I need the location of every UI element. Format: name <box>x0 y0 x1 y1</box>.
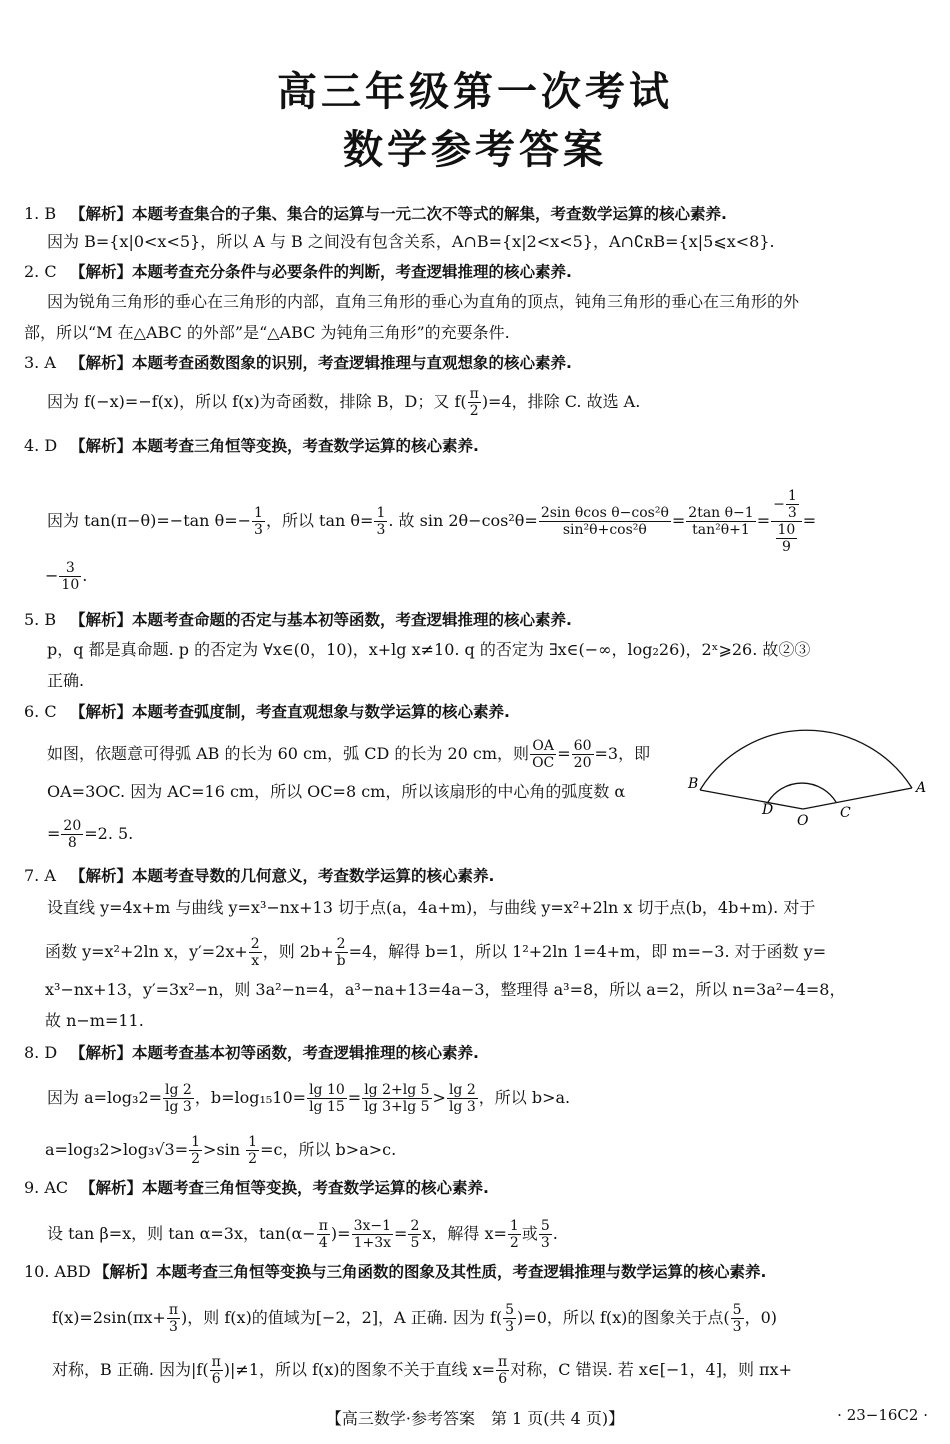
q6-frac-1 <box>530 738 556 771</box>
q10-text-2c: 对称，C 错误. 若 x∈[−1，4]，则 πx+ <box>510 1360 792 1379</box>
q8-header <box>24 1043 479 1063</box>
q3-heading: 【解析】本题考查函数图象的识别，考查逻辑推理与直观想象的核心素养. <box>70 354 572 372</box>
q7-frac-1-num: 2 <box>250 936 260 952</box>
radius-oa <box>803 788 912 809</box>
q4-frac-2-den: 3 <box>376 522 386 538</box>
q6-frac-3-num: 20 <box>63 818 82 834</box>
q8-gt: > <box>432 1088 446 1107</box>
q6-body-1: 如图，依题意可得弧 AB 的长为 60 cm，弧 CD 的长为 20 cm，则 $\frac{OA}{OC}$ = $\frac{60}{20}$ =3，即 <box>47 738 651 771</box>
q4-result <box>45 560 87 593</box>
q4-text-3: . 故 sin 2θ−cos²θ= <box>388 511 538 530</box>
q6-text-1a: 如图，依题意可得弧 AB 的长为 60 cm，弧 CD 的长为 20 cm，则 <box>47 744 530 763</box>
q10-body-1 <box>52 1302 777 1335</box>
q8-frac-6-den: 2 <box>248 1151 258 1167</box>
q8-text-2a: a=log₃2>log₃√3= <box>45 1140 189 1159</box>
q2-heading: 【解析】本题考查充分条件与必要条件的判断，考查逻辑推理的核心素养. <box>70 263 572 281</box>
q1-number: 1. B <box>24 204 57 223</box>
sector-diagram <box>680 700 930 830</box>
q4-eq-1: = <box>671 511 686 530</box>
q4-header <box>24 436 479 456</box>
q6-heading: 【解析】本题考查弧度制，考查直观想象与数学运算的核心素养. <box>70 703 510 721</box>
q7-body-3: x³−nx+13，y′=3x²−n，则 3a²−n=4，a³−na+13=4a−3，整理得 a³=8，所以 a=2，所以 n=3a²−4=8， <box>45 980 846 999</box>
q10-frac-5-num: π <box>498 1354 508 1370</box>
q1-heading: 【解析】本题考查集合的子集、集合的运算与一元二次不等式的解集，考查数学运算的核心素养. <box>70 205 727 223</box>
q4-frac-1-den: 3 <box>254 522 263 538</box>
q5-heading: 【解析】本题考查命题的否定与基本初等函数，考查逻辑推理的核心素养. <box>70 611 572 629</box>
q3-fraction <box>468 386 481 419</box>
q7-heading: 【解析】本题考查导数的几何意义，考查数学运算的核心素养. <box>70 867 495 885</box>
q6-frac-1-num: OA <box>530 738 556 755</box>
q4-frac-5-inner-den-d: 9 <box>781 539 791 555</box>
q8-number: 8. D <box>24 1043 58 1062</box>
q9-frac-5-den: 3 <box>540 1235 550 1251</box>
q4-frac-2-num: 1 <box>376 505 386 521</box>
q8-text-1b: ，b=log₁₅10= <box>194 1088 307 1107</box>
q9-frac-1-den: 4 <box>318 1235 328 1251</box>
q10-number: 10. ABD <box>24 1262 91 1281</box>
arc-ab <box>700 730 912 790</box>
q10-frac-3 <box>731 1302 744 1335</box>
label-b: B <box>688 776 699 792</box>
q9-number: 9. AC <box>24 1178 69 1197</box>
q4-result-num: 3 <box>59 560 81 577</box>
q8-frac-4-num: lg 2 <box>448 1082 476 1098</box>
q8-frac-3-den: lg 3+lg 5 <box>364 1099 430 1115</box>
exam-code: · 23−16C2 · <box>837 1406 928 1424</box>
q9-frac-4-den: 2 <box>509 1235 519 1251</box>
q4-result-den: 10 <box>61 577 80 593</box>
q9-text-b: )= <box>330 1224 351 1243</box>
q7-frac-2-num: 2 <box>335 936 348 953</box>
q9-frac-5 <box>539 1218 552 1251</box>
q4-frac-5-inner-den <box>776 522 798 555</box>
q2-header <box>24 262 572 282</box>
q2-body-1: 因为锐角三角形的垂心在三角形的内部，直角三角形的垂心为直角的顶点，钝角三角形的垂心在三角形的外 <box>47 292 800 311</box>
q9-frac-4 <box>508 1218 521 1251</box>
q6-frac-3 <box>61 818 83 851</box>
q8-body-2 <box>45 1134 396 1167</box>
q8-frac-5-den: 2 <box>191 1151 201 1167</box>
q7-header <box>24 866 494 886</box>
q8-text-2c: =c，所以 b>a>c. <box>260 1140 397 1159</box>
q2-number: 2. C <box>24 262 57 281</box>
q9-frac-1 <box>317 1218 330 1251</box>
label-c: C <box>840 805 851 821</box>
q5-body-1: p，q 都是真命题. p 的否定为 ∀x∈(0，10)，x+lg x≠10. q 的否定为 ∃x∈(−∞，log₂26)，2ˣ⩾26. 故②③ <box>47 640 811 659</box>
q8-frac-1-num: lg 2 <box>165 1082 192 1098</box>
q7-frac-1 <box>249 936 262 969</box>
q4-frac-5-sign: − <box>773 496 785 513</box>
q10-frac-4 <box>210 1354 223 1387</box>
q8-frac-4 <box>447 1082 478 1115</box>
q5-header <box>24 610 572 630</box>
q4-frac-4-num: 2tan θ−1 <box>688 505 754 521</box>
q4-result-end: . <box>82 566 88 585</box>
q3-header <box>24 353 572 373</box>
q8-frac-5-num: 1 <box>191 1134 201 1150</box>
q8-frac-1 <box>163 1082 194 1115</box>
q3-body <box>47 386 640 419</box>
q4-frac-5-num <box>771 488 802 522</box>
q10-text-1b: )，则 f(x)的值域为[−2，2]，A 正确. 因为 f( <box>181 1308 503 1327</box>
q8-text-1c: ，所以 b>a. <box>478 1088 571 1107</box>
q7-frac-2 <box>335 936 348 969</box>
q6-body-3 <box>47 818 133 851</box>
q5-number: 5. B <box>24 610 57 629</box>
q10-frac-3-den: 3 <box>732 1319 742 1335</box>
q8-heading: 【解析】本题考查基本初等函数，考查逻辑推理的核心素养. <box>70 1044 479 1062</box>
q10-frac-4-num: π <box>211 1354 221 1370</box>
q8-frac-5 <box>189 1134 202 1167</box>
q10-text-1d: ，0) <box>744 1308 777 1327</box>
q3-text-b: )=4，排除 C. 故选 A. <box>481 392 641 411</box>
q8-frac-3-num: lg 2+lg 5 <box>364 1082 430 1098</box>
q7-body-1: 设直线 y=4x+m 与曲线 y=x³−nx+13 切于点(a，4a+m)，与曲线 y=x²+2ln x 切于点(b，4b+m). 对于 <box>47 898 816 917</box>
title-line-2: 数学参考答案 <box>343 127 607 173</box>
q4-eq-3: = <box>802 511 817 530</box>
q10-frac-5-den: 6 <box>498 1371 508 1387</box>
q8-text-1a: 因为 a=log₃2= <box>47 1088 163 1107</box>
q10-text-1c: )=0，所以 f(x)的图象关于点( <box>517 1308 730 1327</box>
label-a: A <box>916 780 927 796</box>
q9-frac-1-num: π <box>318 1218 328 1234</box>
q9-frac-5-num: 5 <box>540 1218 550 1234</box>
q3-frac-den: 2 <box>469 403 479 419</box>
q1-body: 因为 B={x|0<x<5}，所以 A 与 B 之间没有包含关系，A∩B={x|2<x<5}，A∩∁ʀB={x|5⩽x<8}. <box>47 232 775 251</box>
q7-text-2b: ，则 2b+ <box>262 942 334 961</box>
q4-frac-5-inner-num <box>786 488 799 521</box>
q4-frac-4 <box>686 505 755 538</box>
q4-body <box>47 488 816 555</box>
q8-text-2b: >sin <box>203 1140 246 1159</box>
q4-frac-4-den: tan²θ+1 <box>692 522 750 538</box>
q4-frac-5-den <box>771 522 802 555</box>
q8-frac-2 <box>307 1082 347 1115</box>
q10-frac-4-den: 6 <box>211 1371 221 1387</box>
q8-frac-6 <box>246 1134 259 1167</box>
q1-header <box>24 204 727 224</box>
q10-frac-2 <box>503 1302 516 1335</box>
q10-header <box>24 1262 766 1282</box>
q10-text-2a: 对称，B 正确. 因为|f( <box>52 1360 209 1379</box>
q7-frac-2-den: b <box>336 953 346 969</box>
q2-body-2: 部，所以“M 在△ABC 的外部”是“△ABC 为钝角三角形”的充要条件. <box>24 323 510 342</box>
q10-frac-1-den: 3 <box>168 1319 178 1335</box>
q10-text-1a: f(x)=2sin(πx+ <box>52 1308 166 1327</box>
q10-frac-2-den: 3 <box>505 1319 515 1335</box>
q4-frac-5 <box>771 488 802 555</box>
q10-body-2 <box>52 1354 792 1387</box>
q8-frac-2-num: lg 10 <box>309 1082 345 1098</box>
q4-frac-2 <box>374 505 387 538</box>
q9-body: 设 tan β=x，则 tan α=3x，tan(α− $\frac{\pi}{4}$ )= $\frac{3x-1}{1+3x}$ = $\frac{2}{5}$ x，解得 x= $\frac{1}{2}$ 或 $\frac{5}{3}$ . <box>47 1218 558 1251</box>
q7-text-2a: 函数 y=x²+2ln x，y′=2x+ <box>45 942 248 961</box>
title-line-1: 高三年级第一次考试 <box>277 69 673 115</box>
q9-frac-3 <box>408 1218 421 1251</box>
q4-frac-3-num: 2sin θcos θ−cos²θ <box>540 505 669 521</box>
q4-eq-2: = <box>756 511 771 530</box>
q8-frac-3 <box>362 1082 431 1115</box>
q9-frac-4-num: 1 <box>509 1218 519 1234</box>
q9-frac-3-num: 2 <box>410 1218 420 1234</box>
q9-frac-2-den: 1+3x <box>353 1235 392 1251</box>
label-d: D <box>762 802 774 818</box>
q8-frac-6-num: 1 <box>248 1134 258 1150</box>
q8-frac-4-den: lg 3 <box>448 1099 476 1115</box>
page-footer: 【高三数学·参考答案 第 1 页(共 4 页)】 <box>325 1409 625 1428</box>
q3-text-a: 因为 f(−x)=−f(x)，所以 f(x)为奇函数，排除 B，D；又 f( <box>47 392 467 411</box>
q4-result-frac <box>59 560 81 593</box>
q10-frac-5 <box>496 1354 509 1387</box>
radius-ob <box>700 790 803 809</box>
q6-header <box>24 702 510 722</box>
q4-frac-1-num: 1 <box>254 505 263 521</box>
q10-frac-1 <box>167 1302 180 1335</box>
q6-number: 6. C <box>24 702 57 721</box>
q9-header <box>24 1178 489 1198</box>
q7-number: 7. A <box>24 866 56 885</box>
q6-text-3a: = <box>47 824 61 843</box>
q3-frac-num: π <box>469 386 479 402</box>
q9-frac-3-den: 5 <box>410 1235 420 1251</box>
q10-frac-1-num: π <box>168 1302 179 1318</box>
q7-frac-1-den: x <box>251 953 260 969</box>
q9-text-d: 或 <box>521 1224 538 1243</box>
q6-frac-1-den: OC <box>532 755 555 771</box>
q4-text-2: ，所以 tan θ= <box>265 511 374 530</box>
q9-text-a: 设 tan β=x，则 tan α=3x，tan(α− <box>47 1224 316 1243</box>
q6-frac-2-num: 60 <box>573 738 592 754</box>
q10-frac-2-num: 5 <box>505 1302 515 1318</box>
q4-heading: 【解析】本题考查三角恒等变换，考查数学运算的核心素养. <box>70 437 479 455</box>
q4-result-sign: − <box>45 566 59 585</box>
q9-text-e: . <box>552 1224 558 1243</box>
q4-frac-5-inner-num-n: 1 <box>787 488 797 504</box>
q10-frac-3-num: 5 <box>732 1302 742 1318</box>
q10-heading: 【解析】本题考查三角恒等变换与三角函数的图象及其性质，考查逻辑推理与数学运算的核心素养. <box>94 1263 767 1281</box>
q10-text-2b: )|≠1，所以 f(x)的图象不关于直线 x= <box>223 1360 496 1379</box>
q4-frac-3 <box>539 505 671 538</box>
q8-body-1: 因为 a=log₃2= $\frac{\lg 2}{\lg 3}$ ，b=log₁₅10= $\frac{\lg 10}{\lg 15}$ = $\frac{\lg 2+\lg 5}{\lg 3+\lg 5}$ > $\frac{\lg 2}{\lg 3}$ ，所以 b>a. <box>47 1082 571 1115</box>
q4-text-1: 因为 tan(π−θ)=−tan θ=− <box>47 511 252 530</box>
q4-frac-3-den: sin²θ+cos²θ <box>562 522 647 538</box>
q7-body-4: 故 n−m=11. <box>45 1011 144 1030</box>
q6-text-3b: =2. 5. <box>84 824 134 843</box>
q4-number: 4. D <box>24 436 58 455</box>
q6-frac-2 <box>572 738 594 771</box>
q4-frac-5-inner-den-n: 10 <box>777 522 796 538</box>
q3-number: 3. A <box>24 353 56 372</box>
q6-body-2: OA=3OC. 因为 AC=16 cm，所以 OC=8 cm，所以该扇形的中心角的弧度数 α <box>47 782 626 801</box>
q7-text-2c: =4，解得 b=1，所以 1²+2ln 1=4+m，即 m=−3. 对于函数 y= <box>348 942 827 961</box>
q5-body-2: 正确. <box>47 671 85 690</box>
arc-cd <box>768 783 836 802</box>
q6-frac-3-den: 8 <box>67 835 77 851</box>
label-o: O <box>797 813 809 829</box>
q9-heading: 【解析】本题考查三角恒等变换，考查数学运算的核心素养. <box>80 1179 489 1197</box>
q8-frac-2-den: lg 15 <box>309 1099 345 1115</box>
q6-frac-2-den: 20 <box>573 755 592 771</box>
q9-frac-2-num: 3x−1 <box>353 1218 392 1234</box>
q4-frac-5-inner-num-d: 3 <box>787 505 797 521</box>
q9-frac-2 <box>352 1218 393 1251</box>
q6-text-1b: =3，即 <box>594 744 651 763</box>
q9-text-c: x，解得 x= <box>422 1224 507 1243</box>
q4-frac-1 <box>252 505 265 538</box>
q8-frac-1-den: lg 3 <box>165 1099 192 1115</box>
q7-body-2 <box>45 936 826 969</box>
